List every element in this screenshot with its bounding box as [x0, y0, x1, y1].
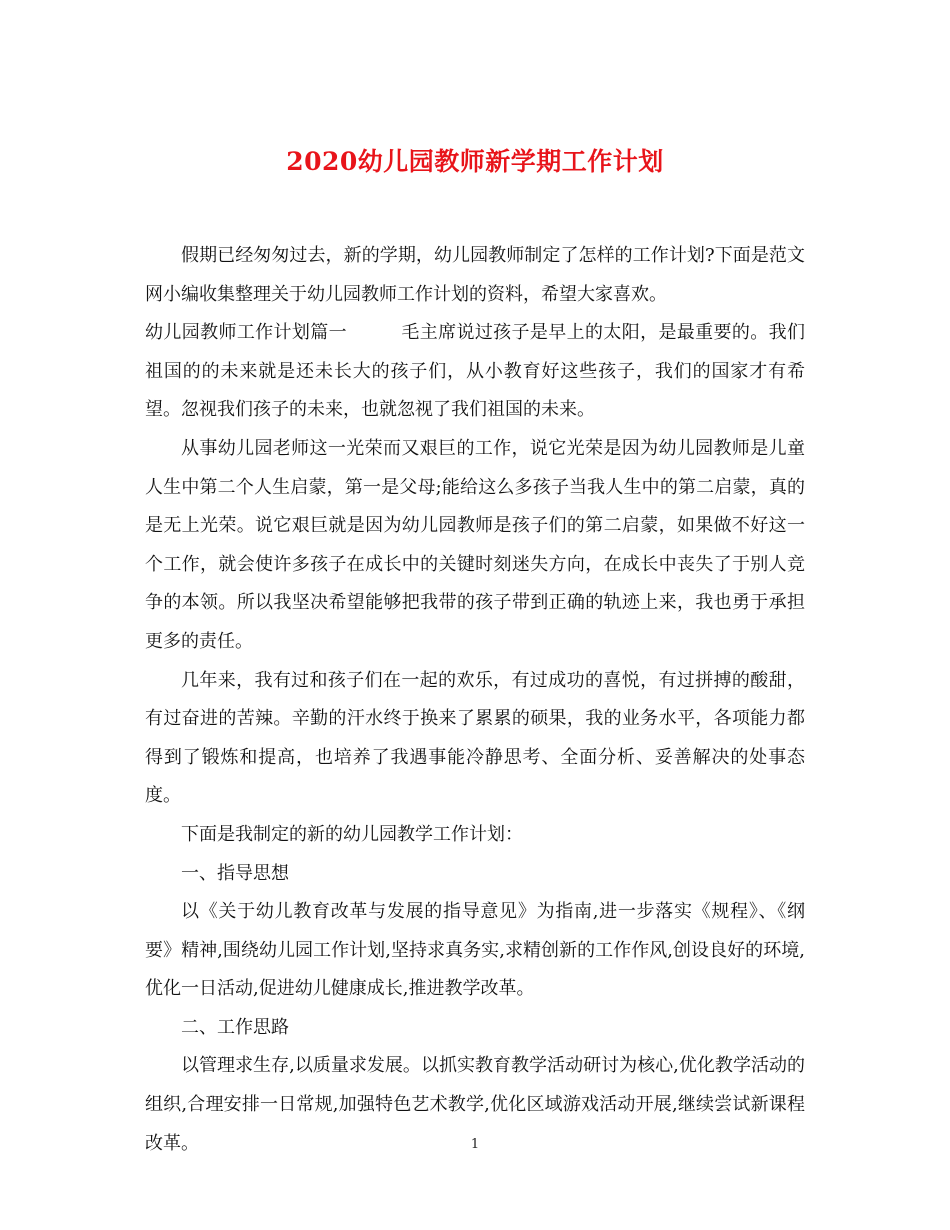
document-title: 2020幼儿园教师新学期工作计划 — [286, 147, 664, 176]
body-paragraph: 以管理求生存,以质量求发展。以抓实教育教学活动研讨为核心,优化教学活动的组织,合理安排一日常规,加强特色艺术教学,优化区域游戏活动开展,继续尝试新课程改革。 — [145, 1055, 805, 1154]
body-paragraph: 几年来，我有过和孩子们在一起的欢乐，有过成功的喜悦，有过拼搏的酸甜，有过奋进的苦辣。辛勤的汗水终于换来了累累的硕果，我的业务水平，各项能力都得到了锻炼和提高，也培养了我遇事能冷静思考、全面分析、妥善解决的处事态度。 — [145, 669, 805, 807]
intro-paragraph: 假期已经匆匆过去，新的学期，幼儿园教师制定了怎样的工作计划?下面是范文网小编收集整理关于幼儿园教师工作计划的资料，希望大家喜欢。 — [145, 245, 805, 305]
document-body — [145, 237, 805, 1163]
body-paragraph: 以《关于幼儿教育改革与发展的指导意见》为指南,进一步落实《规程》、《纲要》精神,围绕幼儿园工作计划,坚持求真务实,求精创新的工作作风,创设良好的环境,优化一日活动,促进幼儿健康成长,推进教学改革。 — [145, 901, 805, 1000]
section-heading: 一、指导思想 — [181, 862, 289, 884]
section-paragraph — [145, 314, 805, 430]
section-label: 幼儿园教师工作计划篇一 — [145, 322, 347, 344]
section-heading: 二、工作思路 — [181, 1016, 289, 1038]
section-text: 毛主席说过孩子是早上的太阳，是最重要的。我们祖国的的未来就是还未长大的孩子们，从小教育好这些孩子，我们的国家才有希望。忽视我们孩子的未来，也就忽视了我们祖国的未来。 — [145, 322, 805, 421]
body-paragraph: 从事幼儿园老师这一光荣而又艰巨的工作，说它光荣是因为幼儿园教师是儿童人生中第二个人生启蒙，第一是父母;能给这么多孩子当我人生中的第二启蒙，真的是无上光荣。说它艰巨就是因为幼儿园教师是孩子们的第二启蒙，如果做不好这一个工作，就会使许多孩子在成长中的关键时刻迷失方向，在成长中丧失了于别人竞争的本领。所以我坚决希望能够把我带的孩子带到正确的轨迹上来，我也勇于承担更多的责任。 — [145, 437, 805, 652]
body-paragraph: 下面是我制定的新的幼儿园教学工作计划： — [181, 823, 523, 845]
page-number: 1 — [470, 1137, 480, 1152]
